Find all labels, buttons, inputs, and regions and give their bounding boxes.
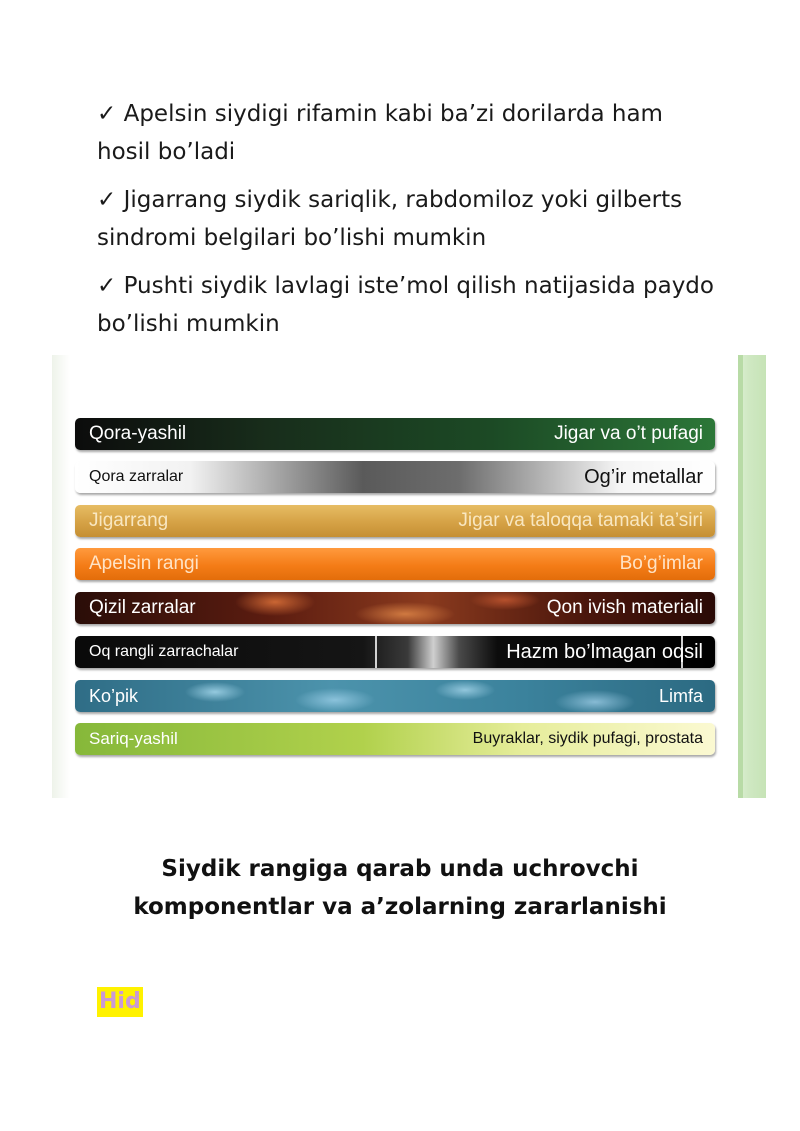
color-band-brown	[75, 505, 715, 537]
paragraph-line: sindromi belgilari bo’lishi mumkin	[97, 225, 487, 251]
section-heading-highlighted: Hid	[97, 987, 143, 1017]
band-organ-label: Bo’g’imlar	[619, 553, 703, 574]
color-band-white-particles	[75, 636, 715, 668]
figure-caption	[0, 850, 800, 926]
band-organ-label: Hazm bo’lmagan oqsil	[506, 641, 703, 663]
paragraph-line: ✓ Pushti siydik lavlagi iste’mol qilish natijasida paydo	[97, 273, 714, 299]
color-band-orange	[75, 548, 715, 580]
paragraph-brown-urine	[97, 181, 717, 257]
urine-color-chart	[52, 355, 766, 798]
color-band-foam	[75, 680, 715, 712]
paragraph-line: ✓ Jigarrang siydik sariqlik, rabdomiloz yoki gilberts	[97, 187, 683, 213]
band-color-label: Qora zarralar	[89, 468, 184, 485]
caption-line: komponentlar va a’zolarning zararlanishi	[133, 894, 667, 920]
band-organ-label: Buyraklar, siydik pufagi, prostata	[472, 730, 703, 747]
band-organ-label: Qon ivish materiali	[546, 597, 703, 618]
paragraph-line: hosil bo’ladi	[97, 139, 236, 165]
paragraph-line: ✓ Apelsin siydigi rifamin kabi ba’zi dorilarda ham	[97, 101, 663, 127]
band-organ-label: Jigar va o’t pufagi	[554, 423, 703, 444]
band-color-label: Qora-yashil	[89, 423, 187, 444]
paragraph-orange-urine	[97, 95, 717, 171]
caption-line: Siydik rangiga qarab unda uchrovchi	[161, 856, 639, 882]
decorative-green-rail	[738, 355, 766, 798]
band-color-label: Jigarrang	[89, 510, 169, 531]
band-color-label: Ko’pik	[89, 686, 139, 706]
band-color-label: Apelsin rangi	[89, 553, 199, 574]
color-band-black-green	[75, 418, 715, 450]
band-color-label: Sariq-yashil	[89, 729, 178, 748]
color-band-yellow-green	[75, 723, 715, 755]
color-band-red-particles	[75, 592, 715, 624]
band-color-label: Oq rangli zarrachalar	[89, 643, 239, 660]
band-color-label: Qizil zarralar	[89, 597, 196, 618]
band-organ-label: Limfa	[658, 686, 703, 706]
paragraph-pink-urine	[97, 267, 717, 343]
paragraph-line: bo’lishi mumkin	[97, 311, 280, 337]
color-band-black-particles	[75, 461, 715, 493]
band-organ-label: Og’ir metallar	[584, 466, 703, 488]
band-organ-label: Jigar va taloqqa tamaki ta’siri	[458, 510, 703, 531]
